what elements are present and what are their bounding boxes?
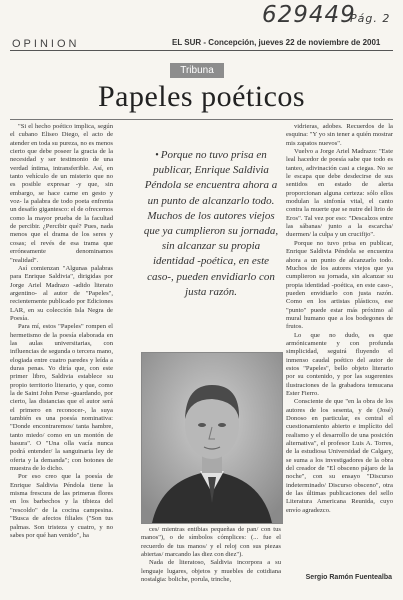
article-column-3 bbox=[286, 123, 393, 515]
paragraph: Así comienzan "Algunas palabras para Enrique Saldivia", dirigidas por Jorge Ariel Madrazo -adido literato argentino- al autor de "Papeles", recientemente publicado por Ediciones LAR, en su colección Isla Negra de Poesía. bbox=[10, 264, 113, 322]
paragraph: Lo que no dudo, es que armónicamente y con profunda simplicidad, seguirá fluyendo el inmenso caudal poético del autor de estos "Papeles", bello objeto literario por su contenido, y por las sugerentes ilustraciones de la grabadora temucana Ester Fierro. bbox=[286, 331, 393, 397]
paragraph: Vuelvo a Jorge Ariel Madrazo: "Este leal hacedor de poesía sabe que todo es tanteo, adivinación casi a ciegas. No se le escapa que debe desdecirse de sus sentidos en estado de alerta proporcionan alguna certeza: sólo ellos modulan la sinfonía vital, el canto contra la muerte que se nutre del lirio de Eros". Tal vez por eso: "Descalzos entre las sábanas/ junto a la escarcha/ duermen/ la culpa y un crucifijo". bbox=[286, 148, 393, 239]
paragraph: Para mí, estos "Papeles" rompen el hermetismo de la poesía elaborada en las aulas universitarias, con influencias de segunda o tercera mano, elogiada entre cuatro paredes y leída a duras penas. Yo diría que, con este primer libro, Saldivia establece su propio territorio literario, y que, como la de Saint John Perse -guardando, por cierto, las distancias que el autor será el primero en reconocer-, la suya también es una poesía nominativa: "Donde encontraremos/ tanta hambre, tanto miedo/ como en un montón de basura". O "Una olla vacía nunca podrá entender/ la sanguinaria ley de oferta y la demanda"; con botones de muestra de lo dicho. bbox=[10, 323, 113, 473]
paragraph: Nada de literatoso, Saldivia incorpora a su lenguaje lugares, objetos y muebles de cotidiana nostalgia: boliche, porula, trinche, bbox=[141, 559, 281, 584]
pull-quote-text: Porque no tuvo prisa en publicar, Enrique Saldivia Péndola se encuentra ahora a un punto de alcanzarlo todo. Muchos de los autores viejos que ya cumplieron su jornada, sin alcanzar su propia identidad -poética, en este caso-, pueden envidiarlo con justa razón. bbox=[143, 149, 279, 298]
article-column-2 bbox=[141, 526, 281, 584]
bullet-icon: • bbox=[155, 150, 159, 161]
headline: Papeles poéticos bbox=[97, 80, 306, 113]
header-rule bbox=[10, 50, 393, 51]
pull-quote bbox=[143, 148, 279, 300]
handwritten-page-note: Pág. 2 bbox=[350, 12, 391, 25]
headline-rule bbox=[10, 119, 393, 120]
paragraph: "Si el hecho poético implica, según el cubano Eliseo Diego, el acto de atender en toda su pureza, no es menos cierto que debe poseer la gracia de la necesidad y ser testimonio de una verdad íntima, intransferible. Así, en tanto vehículo de un misterio que no es posible expresar -y que, sin embargo, se hace carne en gesto y voz- la palabra de todo poeta enfrenta un desafío gigantesco: el de ofrecernos como la mayor prueba de la facultad de percibir. ¿Percibir qué? Pues, nada menos que el drama de los seres y cosas; el revés de esa trama que erróneamente denominamos "realidad". bbox=[10, 123, 113, 264]
paragraph: vidrieras, adobes. Recuerdos de la esquina: "Y yo sin tener a quién mostrar mis zapatos nuevos". bbox=[286, 123, 393, 147]
paragraph: ces/ mientras entibias pequeñas de pan/ con tus manos"), o de símbolos cómplices: (... fue el recuerdo de tus manos/ y el reloj con sus piezas abiertas/ marcando las diez con diez"). bbox=[141, 526, 281, 559]
handwritten-archive-number: 629449 bbox=[262, 2, 356, 28]
author-signature: Sergio Ramón Fuentealba bbox=[305, 574, 392, 581]
article-column-1 bbox=[10, 123, 113, 540]
author-photo bbox=[141, 352, 283, 524]
paragraph: Por eso creo que la poesía de Enrique Saldivia Péndola tiene la misma frescura de las primeras flores en los barbechos y la tibieza del "rescoldo" de la cocina campesina. "Busca de afectos filiales ("Son tus palmas. Son tristeza y cuatro, y no sabes por qué han venido", ha bbox=[10, 473, 113, 539]
section-label: OPINION bbox=[12, 38, 80, 50]
dateline: EL SUR - Concepción, jueves 22 de noviembre de 2001 bbox=[172, 38, 381, 47]
paragraph: Porque no tuvo prisa en publicar, Enrique Saldivia Péndola se encuentra ahora a un punto de alcanzarlo todo. Muchos de los autores viejos que ya cumplieron su jornada, sin alcanzar su propia identidad -poética, en este caso-, pueden envidiarlo con justa razón. Como en los artistas plásticos, ese "punto" puede estar más próximo al mural humano que a los bodegones de frutos. bbox=[286, 239, 393, 331]
tribuna-tag: Tribuna bbox=[170, 63, 224, 78]
paragraph: Consciente de que "en la obra de los autores de los sesenta, y de (José) Donoso en particular, es central el cuestionamiento abierto e implícito del realismo y el desarrollo de una posición alternativa", el profesor Luis A. Torres, de la estudiosa Universidad de Calgary, se suma a los investigadores de la obra del creador de "El obsceno pájaro de la noche", con su ensayo "Discurso indeterminado/ Discurso obsceno", otra de las últimas publicaciones del sello Literatura Americana Reunida, cuyo envío agradezco. bbox=[286, 398, 393, 514]
